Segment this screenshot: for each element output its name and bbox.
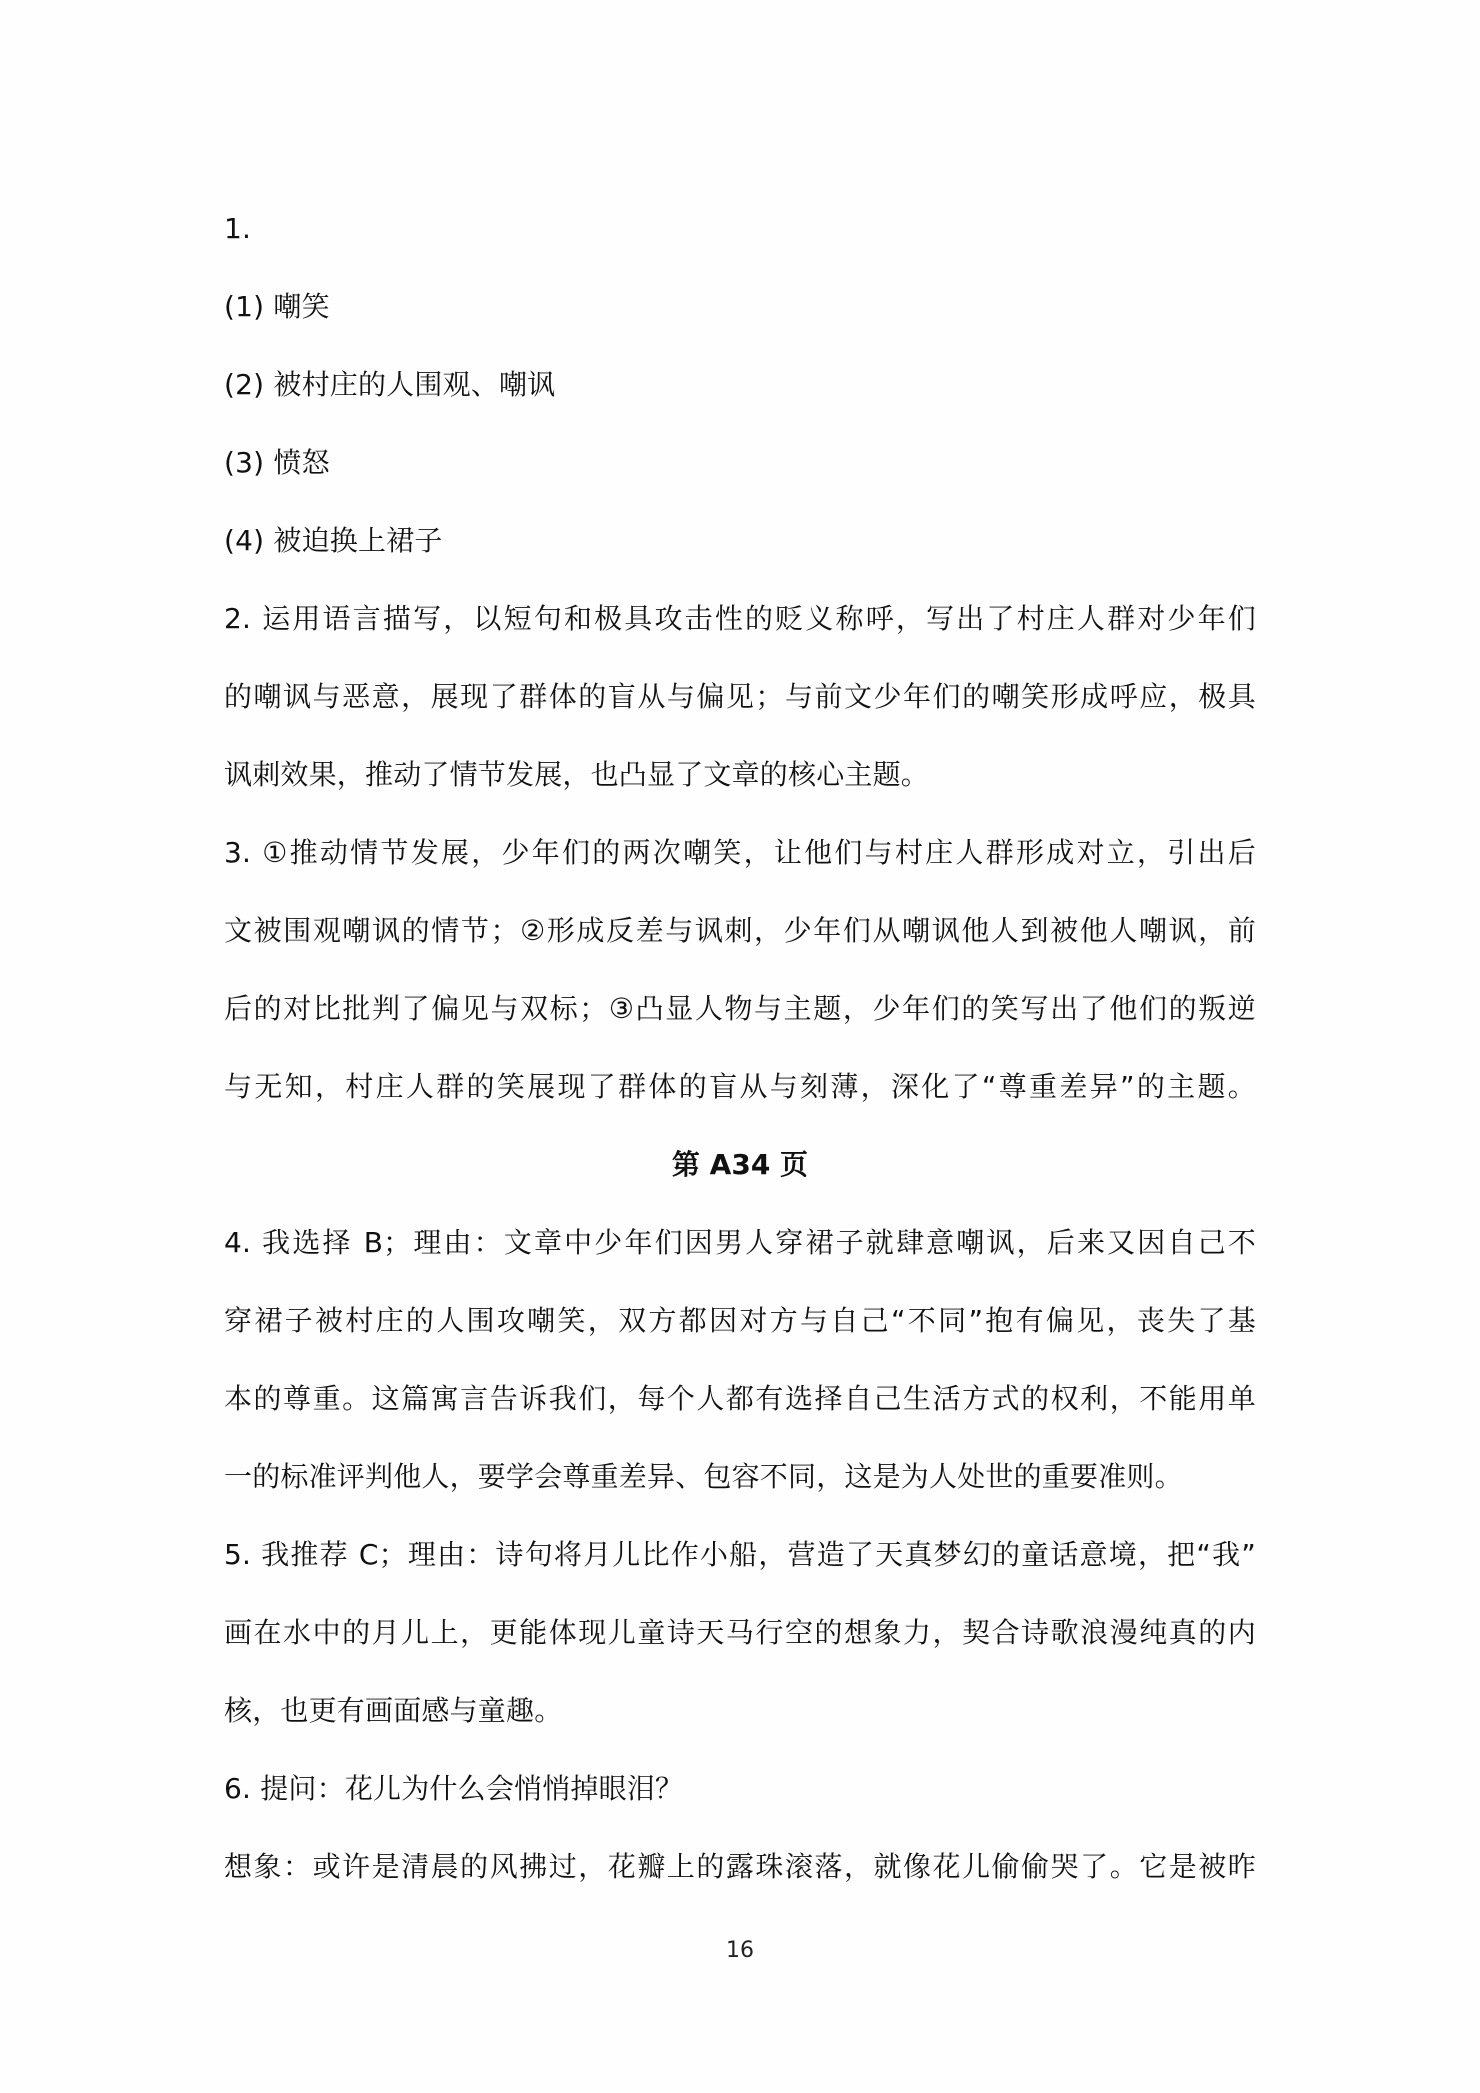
page-content: [224, 190, 1256, 1906]
question-5-line: 画在水中的月儿上，更能体现儿童诗天马行空的想象力，契合诗歌浪漫纯真的内: [224, 1616, 1256, 1649]
page-number: 16: [726, 1938, 754, 1963]
question-4-line: 一的标准评判他人，要学会尊重差异、包容不同，这是为人处世的重要准则。: [224, 1460, 1183, 1493]
question-5-line: 核，也更有画面感与童趣。: [224, 1694, 563, 1727]
section-heading: 第 A34 页: [671, 1148, 809, 1181]
question-4-line: 本的尊重。这篇寓言告诉我们，每个人都有选择自己生活方式的权利，不能用单: [224, 1382, 1256, 1415]
question-2-line: 2. 运用语言描写，以短句和极具攻击性的贬义称呼，写出了村庄人群对少年们: [224, 602, 1256, 635]
answer-1-3: (3) 愤怒: [224, 446, 330, 479]
question-3-line: 3. ①推动情节发展，少年们的两次嘲笑，让他们与村庄人群形成对立，引出后: [224, 836, 1256, 869]
question-1-block: [224, 190, 1256, 580]
question-3-line: 后的对比批判了偏见与双标；③凸显人物与主题，少年们的笑写出了他们的叛逆: [224, 992, 1256, 1025]
question-2-line: 的嘲讽与恶意，展现了群体的盲从与偏见；与前文少年们的嘲笑形成呼应，极具: [224, 680, 1256, 713]
question-5-line: 5. 我推荐 C；理由：诗句将月儿比作小船，营造了天真梦幻的童话意境，把“我”: [224, 1538, 1256, 1571]
question-4-line: 4. 我选择 B；理由：文章中少年们因男人穿裙子就肆意嘲讽，后来又因自己不: [224, 1226, 1256, 1259]
question-3-block: [224, 814, 1256, 1126]
question-4-block: [224, 1204, 1256, 1516]
question-4-line: 穿裙子被村庄的人围攻嘲笑，双方都因对方与自己“不同”抱有偏见，丧失了基: [224, 1304, 1256, 1337]
answer-1-1: (1) 嘲笑: [224, 290, 330, 323]
answer-1-2: (2) 被村庄的人围观、嘲讽: [224, 368, 556, 401]
question-1-number: 1.: [224, 212, 252, 245]
question-5-block: [224, 1516, 1256, 1750]
question-6-line: 想象：或许是清晨的风拂过，花瓣上的露珠滚落，就像花儿偷偷哭了。它是被昨: [224, 1850, 1256, 1883]
question-3-line: 文被围观嘲讽的情节；②形成反差与讽刺，少年们从嘲讽他人到被他人嘲讽，前: [224, 914, 1256, 947]
question-6-block: [224, 1750, 1256, 1906]
question-6-line: 6. 提问：花儿为什么会悄悄掉眼泪？: [224, 1772, 684, 1805]
question-2-line: 讽刺效果，推动了情节发展，也凸显了文章的核心主题。: [224, 758, 930, 791]
answer-1-4: (4) 被迫换上裙子: [224, 524, 443, 557]
question-2-block: [224, 580, 1256, 814]
question-3-line: 与无知，村庄人群的笑展现了群体的盲从与刻薄，深化了“尊重差异”的主题。: [224, 1070, 1256, 1103]
